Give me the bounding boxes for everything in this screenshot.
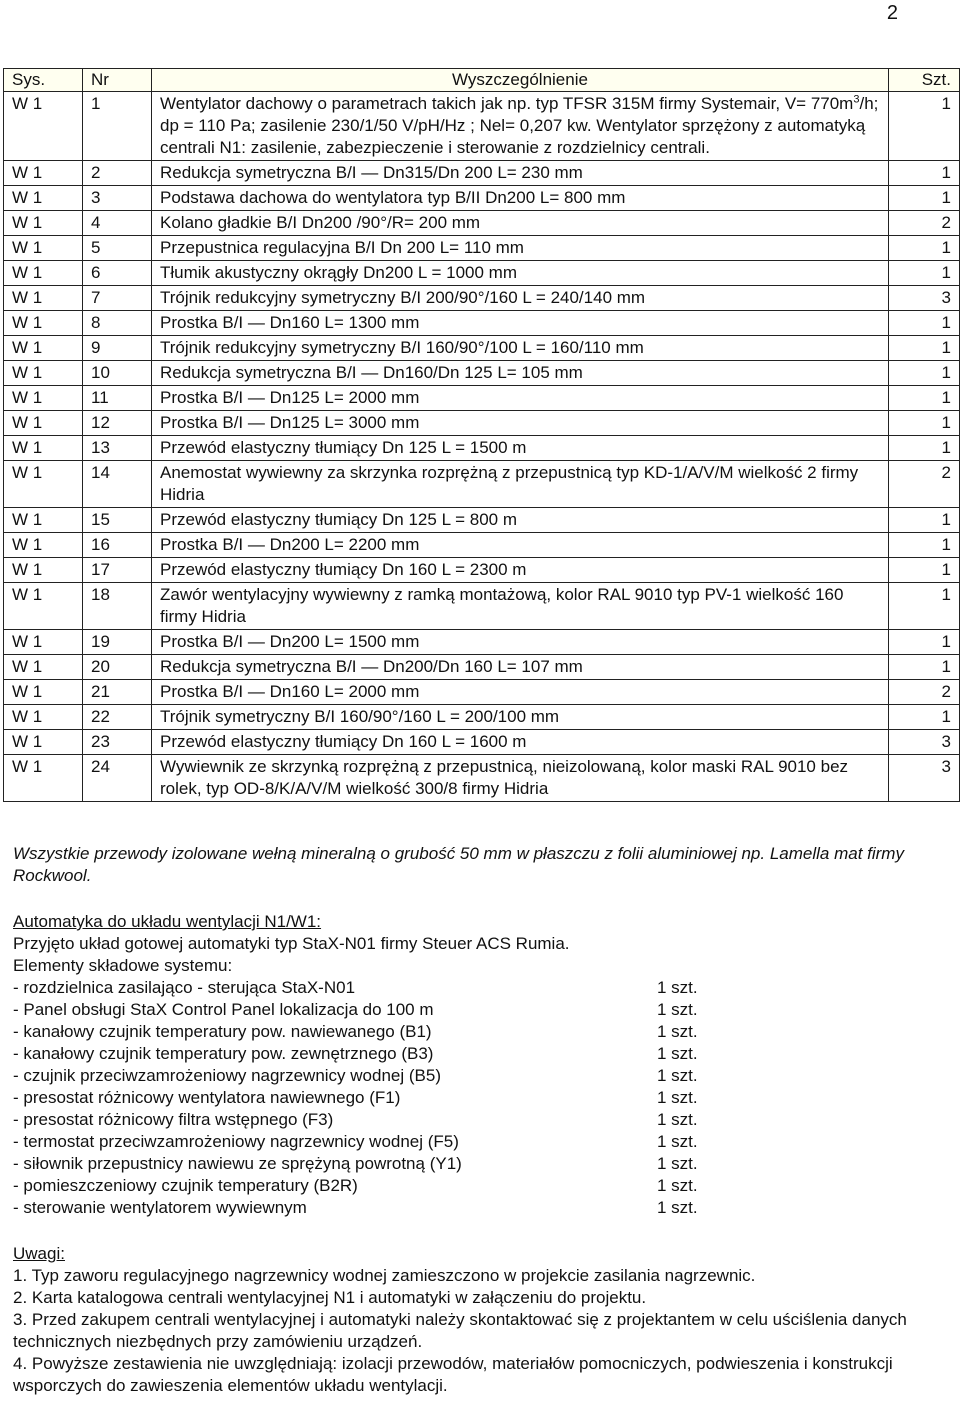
cell-qty: 1 xyxy=(889,236,960,261)
item-name: - termostat przeciwzamrożeniowy nagrzewnicy wodnej (F5) xyxy=(13,1132,459,1151)
insulation-note: Wszystkie przewody izolowane wełną mineralną o grubość 50 mm w płaszczu z folii aluminiowej np. Lamella mat firmy Rockwool. xyxy=(13,844,904,885)
list-item xyxy=(13,1131,943,1153)
list-item xyxy=(13,1175,943,1197)
cell-nr: 11 xyxy=(83,386,152,411)
cell-sys: W 1 xyxy=(4,508,83,533)
item-name: - sterowanie wentylatorem wywiewnym xyxy=(13,1198,307,1217)
cell-qty: 1 xyxy=(889,161,960,186)
table-row xyxy=(4,436,960,461)
item-qty: 1 szt. xyxy=(657,1044,698,1063)
cell-description: Przepustnica regulacyjna B/I Dn 200 L= 110 mm xyxy=(152,236,889,261)
cell-nr: 9 xyxy=(83,336,152,361)
list-item xyxy=(13,1087,943,1109)
cell-sys: W 1 xyxy=(4,533,83,558)
cell-qty: 3 xyxy=(889,730,960,755)
table-row xyxy=(4,508,960,533)
cell-description: Kolano gładkie B/I Dn200 /90°/R= 200 mm xyxy=(152,211,889,236)
table-row xyxy=(4,705,960,730)
item-name: - kanałowy czujnik temperatury pow. zewnętrznego (B3) xyxy=(13,1044,434,1063)
cell-qty: 1 xyxy=(889,386,960,411)
cell-sys: W 1 xyxy=(4,286,83,311)
cell-qty: 2 xyxy=(889,461,960,508)
cell-sys: W 1 xyxy=(4,92,83,161)
table-row xyxy=(4,211,960,236)
cell-description: Prostka B/I — Dn200 L= 2200 mm xyxy=(152,533,889,558)
cell-description: Prostka B/I — Dn160 L= 2000 mm xyxy=(152,680,889,705)
cell-sys: W 1 xyxy=(4,583,83,630)
table-row xyxy=(4,361,960,386)
cell-qty: 1 xyxy=(889,411,960,436)
header-description: Wyszczególnienie xyxy=(152,69,889,92)
cell-qty: 1 xyxy=(889,92,960,161)
cell-qty: 1 xyxy=(889,630,960,655)
table-body xyxy=(4,92,960,802)
cell-sys: W 1 xyxy=(4,336,83,361)
cell-description: Trójnik redukcyjny symetryczny B/I 160/90°/100 L = 160/110 mm xyxy=(152,336,889,361)
item-qty: 1 szt. xyxy=(657,1022,698,1041)
table-row xyxy=(4,558,960,583)
cell-qty: 1 xyxy=(889,508,960,533)
cell-qty: 1 xyxy=(889,361,960,386)
cell-nr: 8 xyxy=(83,311,152,336)
cell-description: Redukcja symetryczna B/I — Dn200/Dn 160 L= 107 mm xyxy=(152,655,889,680)
list-item xyxy=(13,1153,943,1175)
cell-description: Prostka B/I — Dn160 L= 1300 mm xyxy=(152,311,889,336)
table-row xyxy=(4,161,960,186)
cell-nr: 15 xyxy=(83,508,152,533)
cell-sys: W 1 xyxy=(4,461,83,508)
cell-description: Trójnik redukcyjny symetryczny B/I 200/90°/160 L = 240/140 mm xyxy=(152,286,889,311)
item-name: - rozdzielnica zasilająco - sterująca StaX-N01 xyxy=(13,978,356,997)
cell-nr: 12 xyxy=(83,411,152,436)
cell-sys: W 1 xyxy=(4,705,83,730)
table-header-row xyxy=(4,69,960,92)
cell-qty: 1 xyxy=(889,583,960,630)
item-qty: 1 szt. xyxy=(657,1176,698,1195)
cell-sys: W 1 xyxy=(4,161,83,186)
cell-sys: W 1 xyxy=(4,186,83,211)
cell-description: Prostka B/I — Dn200 L= 1500 mm xyxy=(152,630,889,655)
cell-description: Wywiewnik ze skrzynką rozprężną z przepustnicą, nieizolowaną, kolor maski RAL 9010 bez rolek, typ OD-8/K/A/V/M wielkość 300/8 firmy Hidria xyxy=(152,755,889,802)
list-item xyxy=(13,1065,943,1087)
cell-nr: 19 xyxy=(83,630,152,655)
cell-sys: W 1 xyxy=(4,630,83,655)
cell-nr: 1 xyxy=(83,92,152,161)
automation-heading: Automatyka do układu wentylacji N1/W1: xyxy=(13,912,322,931)
cell-nr: 18 xyxy=(83,583,152,630)
table-row xyxy=(4,236,960,261)
remarks-list xyxy=(13,1265,943,1397)
header-sys: Sys. xyxy=(4,69,83,92)
automation-intro: Przyjęto układ gotowej automatyki typ StaX-N01 firmy Steuer ACS Rumia. xyxy=(13,934,570,953)
list-item xyxy=(13,977,943,999)
cell-description: Anemostat wywiewny za skrzynka rozprężną z przepustnicą typ KD-1/A/V/M wielkość 2 firmy Hidria xyxy=(152,461,889,508)
item-name: - pomieszczeniowy czujnik temperatury (B2R) xyxy=(13,1176,358,1195)
list-item xyxy=(13,1043,943,1065)
page-number: 2 xyxy=(886,2,898,24)
list-item xyxy=(13,1021,943,1043)
item-qty: 1 szt. xyxy=(657,1066,698,1085)
item-qty: 1 szt. xyxy=(657,978,698,997)
list-item xyxy=(13,1197,943,1219)
cell-description: Przewód elastyczny tłumiący Dn 125 L = 800 m xyxy=(152,508,889,533)
table-row xyxy=(4,680,960,705)
table-row xyxy=(4,411,960,436)
item-qty: 1 szt. xyxy=(657,1110,698,1129)
automation-section xyxy=(13,911,943,1219)
cell-description xyxy=(152,92,889,161)
item-qty: 1 szt. xyxy=(657,1198,698,1217)
cell-qty: 1 xyxy=(889,261,960,286)
item-name: - siłownik przepustnicy nawiewu ze sprężyną powrotną (Y1) xyxy=(13,1154,462,1173)
table-row xyxy=(4,730,960,755)
table-row xyxy=(4,92,960,161)
description-part: 3 xyxy=(853,93,860,106)
cell-description: Prostka B/I — Dn125 L= 3000 mm xyxy=(152,411,889,436)
cell-sys: W 1 xyxy=(4,655,83,680)
cell-nr: 22 xyxy=(83,705,152,730)
item-name: - Panel obsługi StaX Control Panel lokalizacja do 100 m xyxy=(13,1000,434,1019)
remark-item: 2. Karta katalogowa centrali wentylacyjnej N1 i automatyki w załączeniu do projektu. xyxy=(13,1288,647,1307)
cell-sys: W 1 xyxy=(4,236,83,261)
cell-nr: 5 xyxy=(83,236,152,261)
cell-qty: 3 xyxy=(889,286,960,311)
cell-nr: 7 xyxy=(83,286,152,311)
item-name: - czujnik przeciwzamrożeniowy nagrzewnicy wodnej (B5) xyxy=(13,1066,441,1085)
cell-qty: 3 xyxy=(889,755,960,802)
item-name: - presostat różnicowy filtra wstępnego (F3) xyxy=(13,1110,334,1129)
cell-description: Redukcja symetryczna B/I — Dn315/Dn 200 L= 230 mm xyxy=(152,161,889,186)
cell-sys: W 1 xyxy=(4,386,83,411)
cell-qty: 1 xyxy=(889,705,960,730)
cell-description: Redukcja symetryczna B/I — Dn160/Dn 125 L= 105 mm xyxy=(152,361,889,386)
cell-nr: 3 xyxy=(83,186,152,211)
remark-item: 3. Przed zakupem centrali wentylacyjnej i automatyki należy skontaktować się z projektantem w celu uściślenia danych technicznych niezbędnych przy zamówieniu urządzeń. xyxy=(13,1310,907,1351)
cell-nr: 23 xyxy=(83,730,152,755)
table-row xyxy=(4,186,960,211)
cell-nr: 6 xyxy=(83,261,152,286)
item-name: - kanałowy czujnik temperatury pow. nawiewanego (B1) xyxy=(13,1022,432,1041)
table-row xyxy=(4,755,960,802)
cell-qty: 1 xyxy=(889,558,960,583)
remarks-section xyxy=(13,1243,943,1397)
table-row xyxy=(4,583,960,630)
automation-elements-label: Elementy składowe systemu: xyxy=(13,956,233,975)
cell-description: Zawór wentylacyjny wywiewny z ramką montażową, kolor RAL 9010 typ PV-1 wielkość 160 firmy Hidria xyxy=(152,583,889,630)
table-row xyxy=(4,533,960,558)
item-qty: 1 szt. xyxy=(657,1000,698,1019)
table-row xyxy=(4,336,960,361)
remark-item: 1. Typ zaworu regulacyjnego nagrzewnicy wodnej zamieszczono w projekcie zasilania nagrzewnic. xyxy=(13,1266,756,1285)
cell-qty: 2 xyxy=(889,211,960,236)
header-nr: Nr xyxy=(83,69,152,92)
cell-sys: W 1 xyxy=(4,261,83,286)
cell-nr: 20 xyxy=(83,655,152,680)
cell-sys: W 1 xyxy=(4,558,83,583)
cell-nr: 4 xyxy=(83,211,152,236)
table-row xyxy=(4,461,960,508)
cell-qty: 1 xyxy=(889,436,960,461)
cell-sys: W 1 xyxy=(4,436,83,461)
cell-nr: 14 xyxy=(83,461,152,508)
cell-nr: 24 xyxy=(83,755,152,802)
table-row xyxy=(4,311,960,336)
cell-description: Prostka B/I — Dn125 L= 2000 mm xyxy=(152,386,889,411)
item-name: - presostat różnicowy wentylatora nawiewnego (F1) xyxy=(13,1088,401,1107)
cell-sys: W 1 xyxy=(4,211,83,236)
cell-nr: 10 xyxy=(83,361,152,386)
cell-description: Podstawa dachowa do wentylatora typ B/II Dn200 L= 800 mm xyxy=(152,186,889,211)
table-row xyxy=(4,655,960,680)
header-qty: Szt. xyxy=(889,69,960,92)
cell-sys: W 1 xyxy=(4,680,83,705)
cell-qty: 1 xyxy=(889,655,960,680)
cell-sys: W 1 xyxy=(4,361,83,386)
remark-item: 4. Powyższe zestawienia nie uwzględniają: izolacji przewodów, materiałów pomocniczych, podwieszenia i konstrukcji wsporczych do zawieszenia elementów układu wentylacji. xyxy=(13,1354,893,1395)
cell-sys: W 1 xyxy=(4,411,83,436)
cell-nr: 21 xyxy=(83,680,152,705)
cell-description: Przewód elastyczny tłumiący Dn 125 L = 1500 m xyxy=(152,436,889,461)
item-qty: 1 szt. xyxy=(657,1088,698,1107)
table-row xyxy=(4,261,960,286)
cell-qty: 1 xyxy=(889,311,960,336)
cell-sys: W 1 xyxy=(4,311,83,336)
cell-nr: 2 xyxy=(83,161,152,186)
cell-qty: 2 xyxy=(889,680,960,705)
cell-qty: 1 xyxy=(889,336,960,361)
table-row xyxy=(4,630,960,655)
list-item xyxy=(13,999,943,1021)
table-row xyxy=(4,286,960,311)
specification-table xyxy=(3,68,960,802)
description-part: /h; dp = 110 Pa; zasilenie 230/1/50 V/pH/Hz ; Nel= 0,207 kw. Wentylator sprzężony z automatyką centrali N1: zasilenie, zabezpieczenie i sterowanie z rozdzielnicy centrali. xyxy=(160,94,879,157)
item-qty: 1 szt. xyxy=(657,1132,698,1151)
cell-nr: 13 xyxy=(83,436,152,461)
cell-nr: 17 xyxy=(83,558,152,583)
list-item xyxy=(13,1109,943,1131)
cell-description: Przewód elastyczny tłumiący Dn 160 L = 2300 m xyxy=(152,558,889,583)
notes-section xyxy=(13,843,943,1397)
cell-nr: 16 xyxy=(83,533,152,558)
cell-sys: W 1 xyxy=(4,730,83,755)
item-qty: 1 szt. xyxy=(657,1154,698,1173)
cell-description: Przewód elastyczny tłumiący Dn 160 L = 1600 m xyxy=(152,730,889,755)
cell-sys: W 1 xyxy=(4,755,83,802)
cell-description: Tłumik akustyczny okrągły Dn200 L = 1000 mm xyxy=(152,261,889,286)
cell-qty: 1 xyxy=(889,186,960,211)
description-part: Wentylator dachowy o parametrach takich jak np. typ TFSR 315M firmy Systemair, V= 770m xyxy=(160,94,854,113)
automation-list xyxy=(13,977,943,1219)
cell-description: Trójnik symetryczny B/I 160/90°/160 L = 200/100 mm xyxy=(152,705,889,730)
remarks-heading: Uwagi: xyxy=(13,1244,65,1263)
cell-qty: 1 xyxy=(889,533,960,558)
table-row xyxy=(4,386,960,411)
